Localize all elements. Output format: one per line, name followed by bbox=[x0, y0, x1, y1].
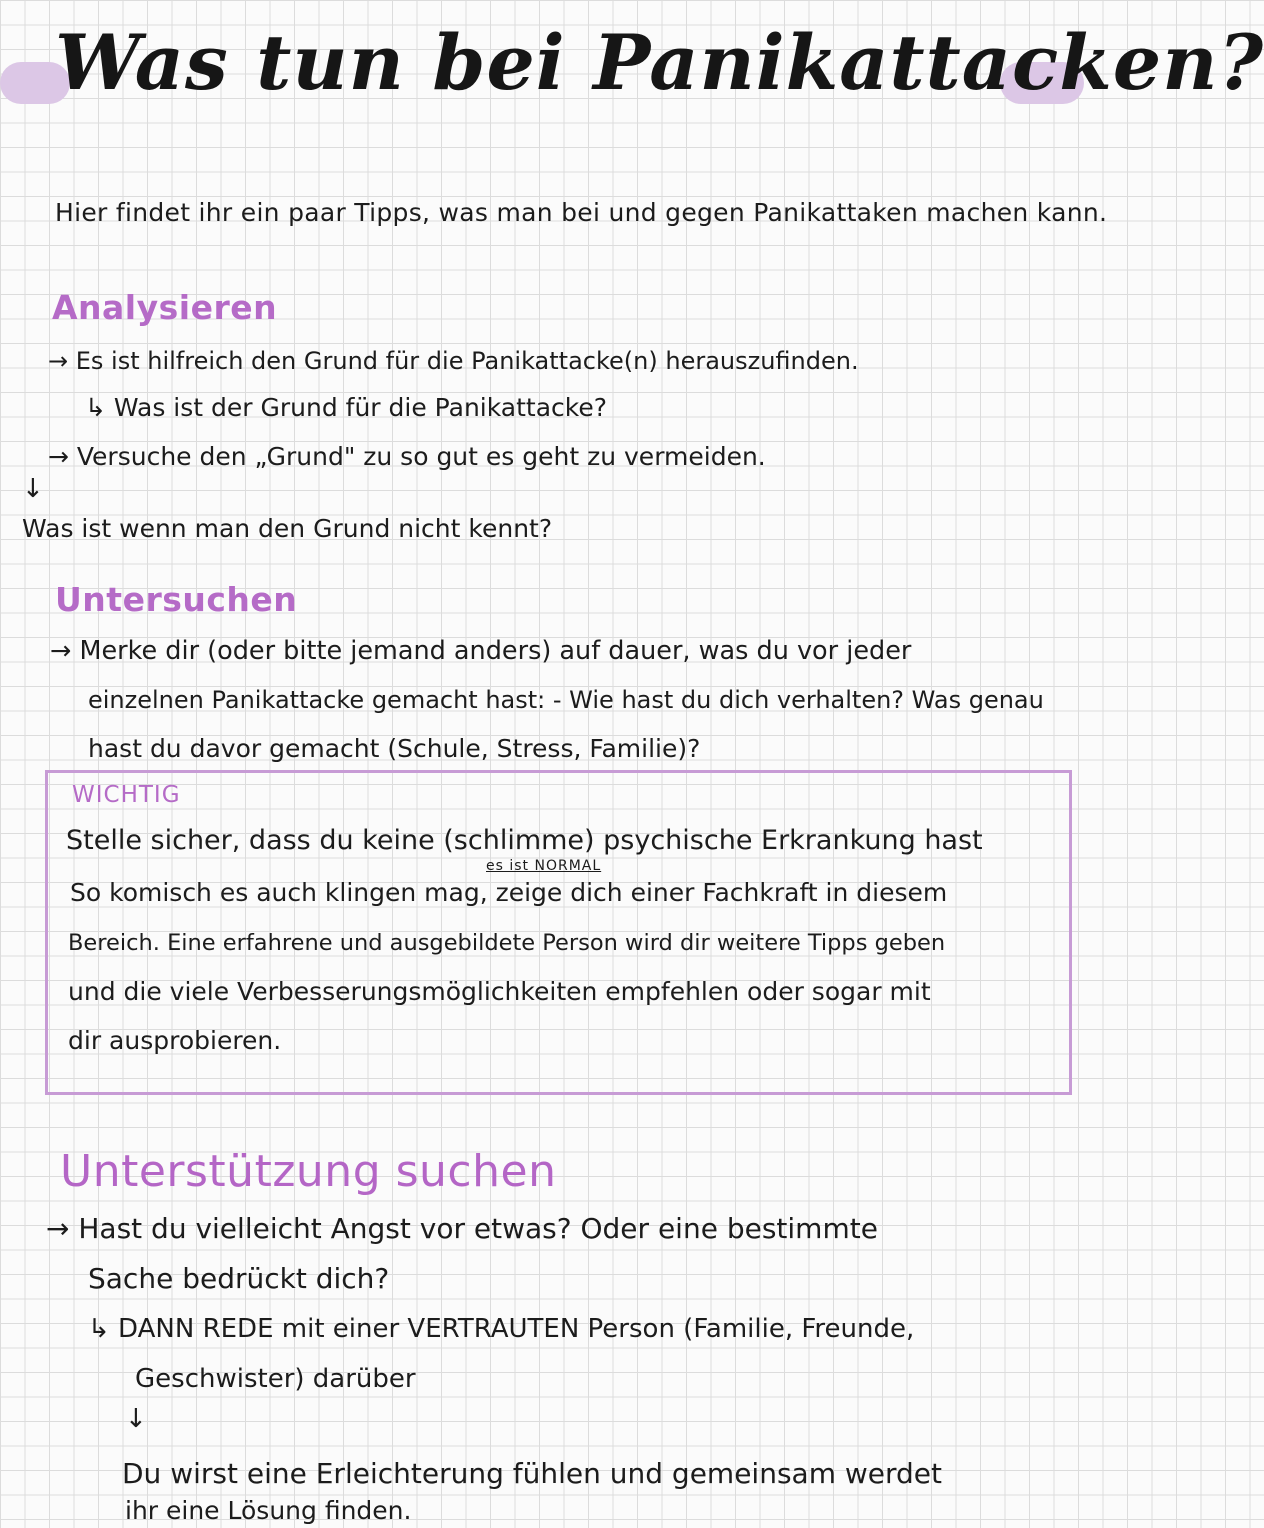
heading-untersuchen: Untersuchen bbox=[55, 580, 298, 619]
down-arrow-icon: ↓ bbox=[22, 474, 44, 504]
heading-unterstuetzung: Unterstützung suchen bbox=[60, 1146, 557, 1197]
heading-analysieren: Analysieren bbox=[52, 288, 278, 327]
untersuchen-line-1: → Merke dir (oder bitte jemand anders) auf dauer, was du vor jeder bbox=[50, 636, 912, 666]
inserted-note: es ist NORMAL bbox=[486, 858, 602, 874]
unterstuetzung-line-3: ↳ DANN REDE mit einer VERTRAUTEN Person (Familie, Freunde, bbox=[88, 1314, 915, 1344]
important-line-1: Stelle sicher, dass du keine (schlimme) psychische Erkrankung hast bbox=[66, 825, 983, 856]
untersuchen-line-3: hast du davor gemacht (Schule, Stress, Familie)? bbox=[88, 734, 701, 763]
important-label: WICHTIG bbox=[72, 782, 181, 808]
analysieren-question: Was ist wenn man den Grund nicht kennt? bbox=[22, 514, 553, 543]
untersuchen-line-2: einzelnen Panikattacke gemacht hast: - Wie hast du dich verhalten? Was genau bbox=[88, 686, 1044, 714]
analysieren-line-3: → Versuche den „Grund" zu so gut es geht zu vermeiden. bbox=[48, 442, 766, 471]
analysieren-line-1: → Es ist hilfreich den Grund für die Panikattacke(n) herauszufinden. bbox=[48, 347, 859, 375]
unterstuetzung-line-6: ihr eine Lösung finden. bbox=[125, 1496, 412, 1525]
intro-text: Hier findet ihr ein paar Tipps, was man bei und gegen Panikattaken machen kann. bbox=[55, 198, 1108, 227]
important-line-5: dir ausprobieren. bbox=[68, 1026, 282, 1055]
important-line-3: Bereich. Eine erfahrene und ausgebildete Person wird dir weitere Tipps geben bbox=[68, 930, 946, 956]
unterstuetzung-line-1: → Hast du vielleicht Angst vor etwas? Oder eine bestimmte bbox=[46, 1212, 878, 1245]
unterstuetzung-line-4: Geschwister) darüber bbox=[135, 1364, 416, 1394]
unterstuetzung-line-5: Du wirst eine Erleichterung fühlen und gemeinsam werdet bbox=[122, 1457, 942, 1490]
analysieren-line-2: ↳ Was ist der Grund für die Panikattacke? bbox=[85, 393, 607, 422]
down-arrow-icon-2: ↓ bbox=[125, 1404, 147, 1434]
unterstuetzung-line-2: Sache bedrückt dich? bbox=[88, 1262, 390, 1295]
important-line-2: So komisch es auch klingen mag, zeige dich einer Fachkraft in diesem bbox=[70, 878, 948, 907]
important-line-4: und die viele Verbesserungsmöglichkeiten empfehlen oder sogar mit bbox=[68, 977, 931, 1006]
page-title: Was tun bei Panikattacken? bbox=[55, 18, 1264, 107]
